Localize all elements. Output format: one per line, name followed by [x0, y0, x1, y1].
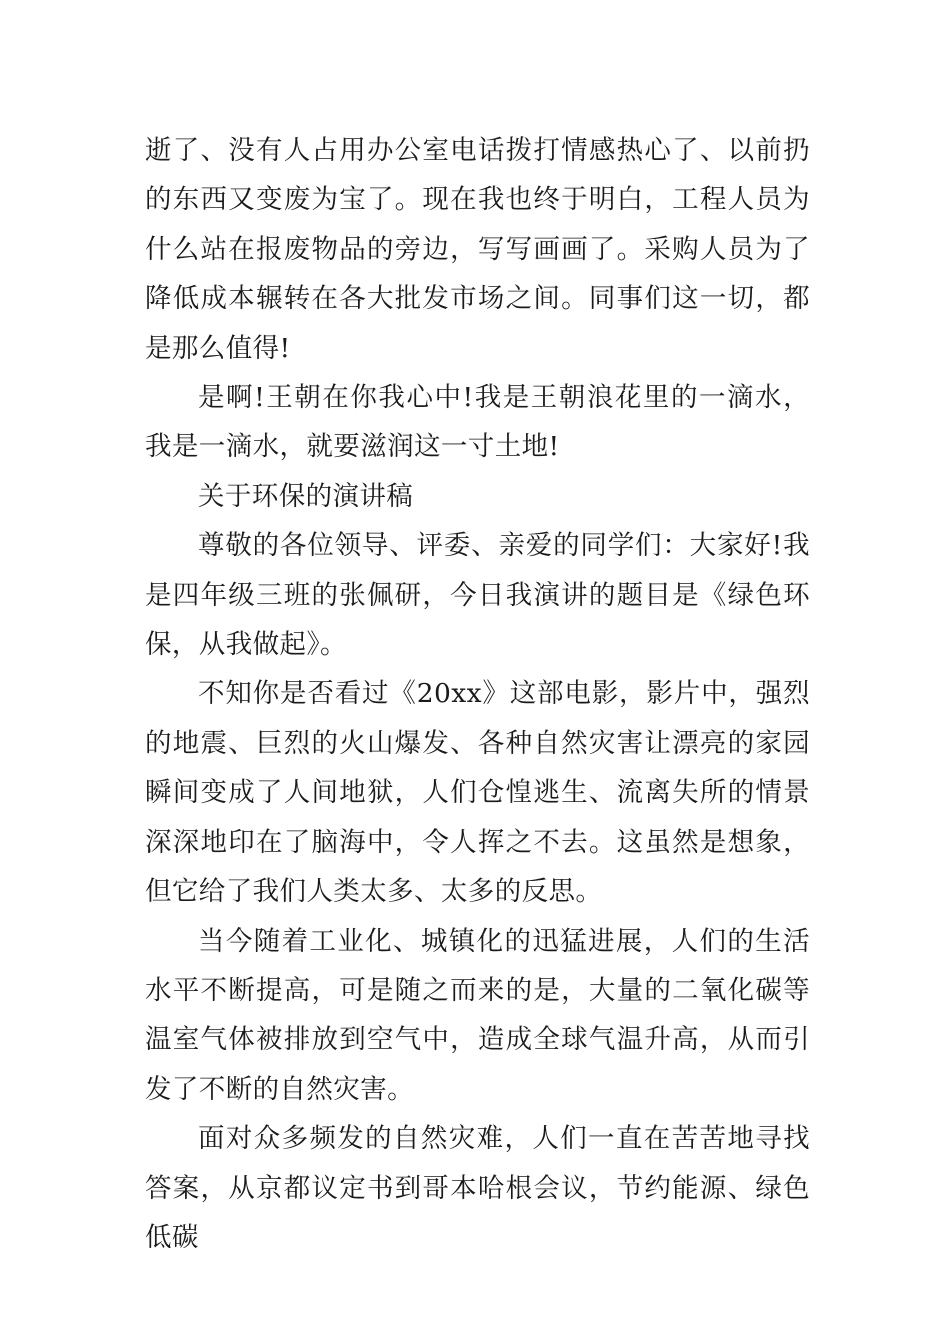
paragraph: 是啊!王朝在你我心中!我是王朝浪花里的一滴水，我是一滴水，就要滋润这一寸土地! — [145, 382, 810, 463]
paragraph-continued: 逝了、没有人占用办公室电话拨打情感热心了、以前扔的东西又变废为宝了。现在我也终于明白，工程人员为什么站在报废物品的旁边，写写画画了。采购人员为了降低成本辗转在各大批发市场之间。同事们这一切，都是那么值得! — [145, 135, 810, 364]
paragraph: 面对众多频发的自然灾难，人们一直在苦苦地寻找答案，从京都议定书到哥本哈根会议，节约能源、绿色低碳 — [145, 1123, 810, 1253]
section-title: 关于环保的演讲稿 — [198, 480, 414, 512]
paragraph: 不知你是否看过《20xx》这部电影，影片中，强烈的地震、巨烈的火山爆发、各种自然灾害让漂亮的家园瞬间变成了人间地狱，人们仓惶逃生、流离失所的情景深深地印在了脑海中，令人挥之不去。这虽然是想象，但它给了我们人类太多、太多的反思。 — [145, 678, 810, 908]
paragraph: 尊敬的各位领导、评委、亲爱的同学们：大家好!我是四年级三班的张佩研，今日我演讲的题目是《绿色环保，从我做起》。 — [145, 530, 810, 661]
document-body — [145, 126, 810, 1262]
paragraph: 当今随着工业化、城镇化的迅猛进展，人们的生活水平不断提高，可是随之而来的是，大量的二氧化碳等温室气体被排放到空气中，造成全球气温升高，从而引发了不断的自然灾害。 — [145, 925, 810, 1105]
